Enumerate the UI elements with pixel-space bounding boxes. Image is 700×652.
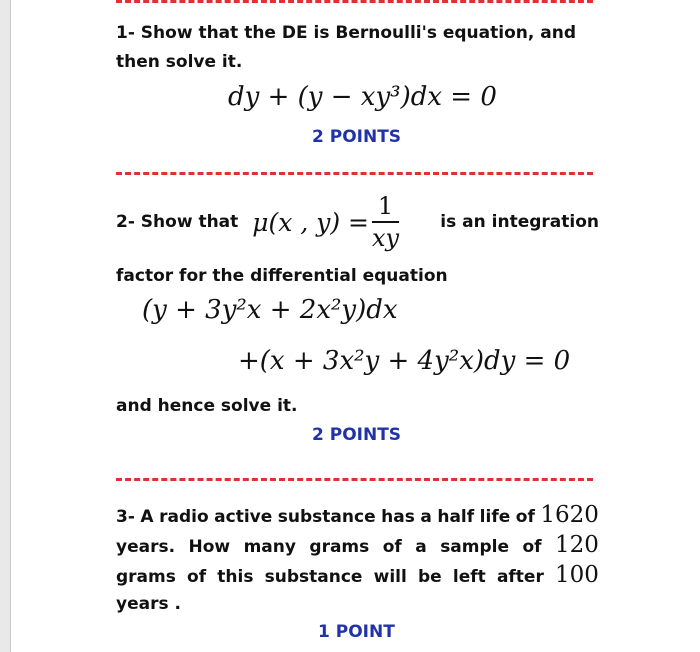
half-life-value: 1620 [540, 502, 599, 528]
p3-w: substance [277, 507, 376, 527]
p3-w: be [418, 567, 442, 587]
problem1-line2: then solve it. [116, 52, 243, 72]
p3-w: left [452, 567, 486, 587]
p3-w: of [522, 537, 542, 557]
fraction-denominator: xy [372, 224, 400, 252]
problem2-line2: factor for the differential equation [116, 266, 448, 286]
p3-w: grams [309, 537, 370, 557]
p3-w: this [217, 567, 254, 587]
p3-w: years. [116, 537, 176, 557]
p3-w: a [420, 507, 432, 527]
problem2-points: 2 POINTS [312, 425, 402, 445]
problem3-line1 [116, 502, 599, 528]
p3-w: sample [440, 537, 510, 557]
p3-w: of [187, 567, 207, 587]
p3-w: has [381, 507, 415, 527]
p3-w: of [515, 507, 535, 527]
divider-top [116, 0, 593, 3]
p3-w: active [214, 507, 273, 527]
p3-w: half [437, 507, 475, 527]
divider-1 [116, 172, 593, 175]
problem3-line2 [116, 532, 599, 558]
problem2-eq-line2: +(x + 3x²y + 4y²x)dy = 0 [238, 346, 571, 376]
p3-w: a [415, 537, 427, 557]
problem3-points: 1 POINT [318, 622, 395, 642]
p3-w: life [479, 507, 511, 527]
p3-w: A [140, 507, 154, 527]
p3-w: substance [264, 567, 363, 587]
problem3-line3 [116, 562, 599, 588]
p3-w: grams [116, 567, 176, 587]
p3-w: 3- [116, 507, 135, 527]
window-left-border [0, 0, 11, 652]
problem2-intro-line [116, 190, 599, 254]
p3-w: of [382, 537, 402, 557]
problem2-mu: μ(x , y) = [252, 207, 369, 237]
p3-w: will [373, 567, 407, 587]
problem2-fraction [372, 191, 399, 253]
problem2-line3: and hence solve it. [116, 396, 298, 416]
problem1-points: 2 POINTS [312, 127, 402, 147]
p3-w: many [243, 537, 296, 557]
sample-grams-value: 120 [555, 532, 599, 558]
problem2-lead: 2- Show that [116, 212, 239, 232]
p3-w: How [188, 537, 231, 557]
p3-w: radio [159, 507, 209, 527]
divider-2 [116, 478, 593, 481]
fraction-numerator: 1 [372, 191, 399, 223]
problem1-line1: 1- Show that the DE is Bernoulli's equation, and [116, 23, 576, 43]
problem1-equation: dy + (y − xy³)dx = 0 [228, 82, 497, 112]
p3-w: after [496, 567, 544, 587]
problem2-tail: is an integration [440, 212, 599, 232]
problem3-line4: years . [116, 594, 181, 614]
problem2-eq-line1: (y + 3y²x + 2x²y)dx [142, 295, 398, 325]
elapsed-years-value: 100 [555, 562, 599, 588]
